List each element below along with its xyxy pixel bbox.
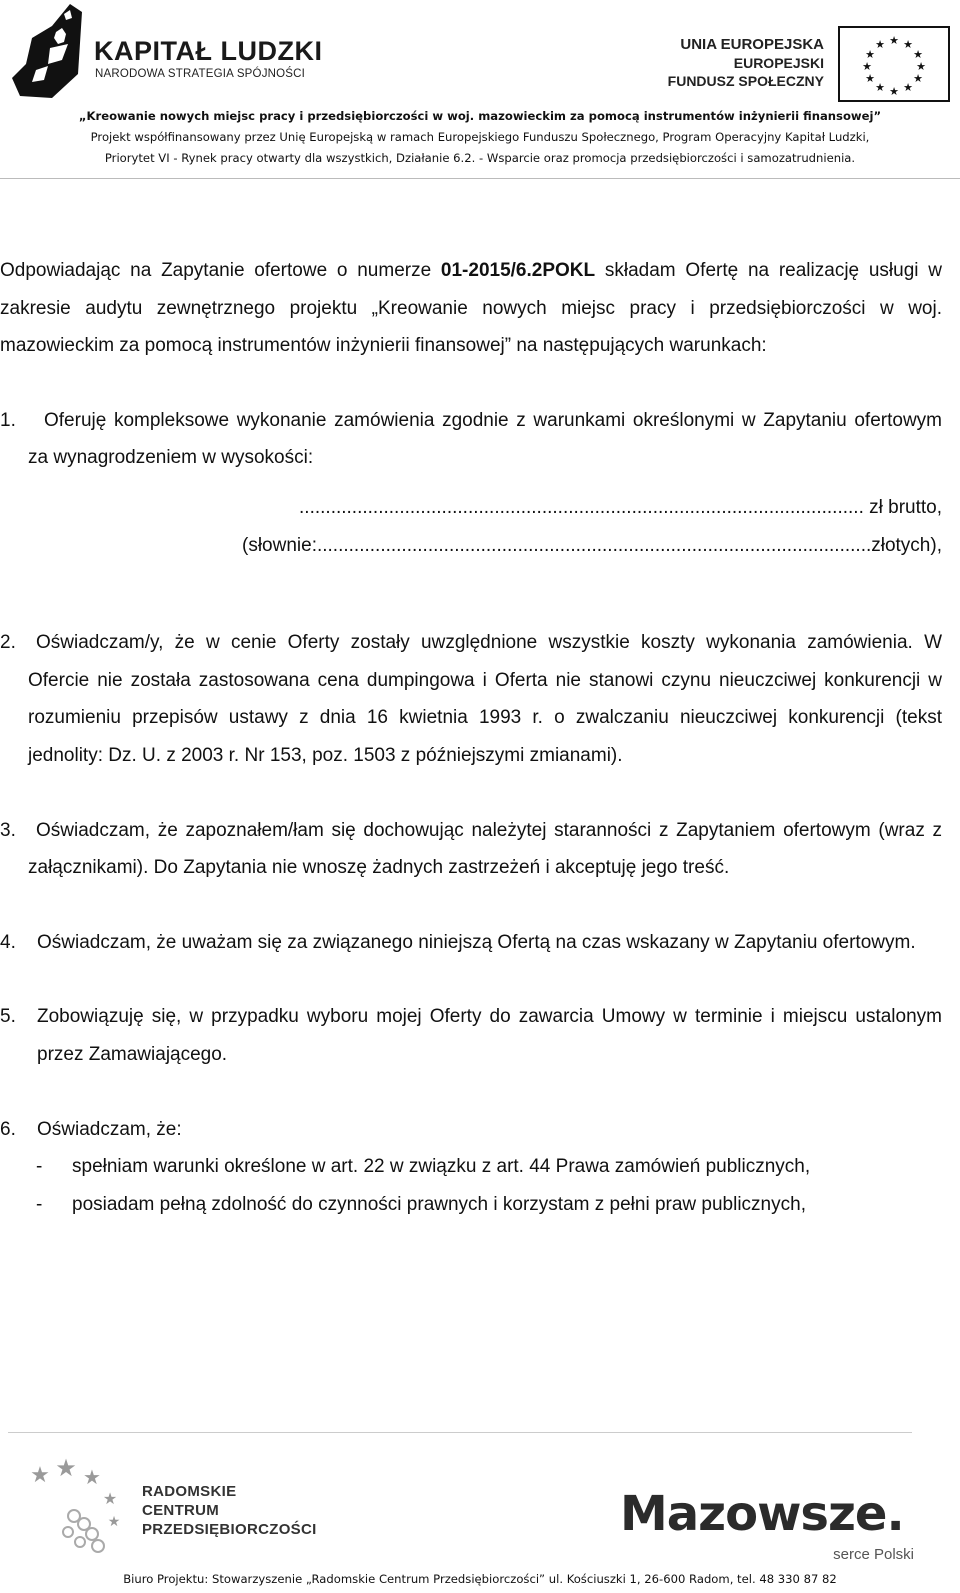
item-number: 2. [0,632,16,654]
declaration-text-1: spełniam warunki określone w art. 22 w związku z art. 44 Prawa zamówień publicznych, [72,1156,811,1178]
intro-paragraph [0,252,960,365]
rcp-logo-text [142,1482,317,1539]
kapital-ludzki-logo [12,4,323,100]
declaration-item-1 [0,1148,960,1186]
offer-item-2 [0,624,960,774]
offer-body [0,252,960,1223]
inquiry-number: 01-2015/6.2POKL [440,260,596,281]
item4-text: Oświadczam, że uważam się za związanego niniejszą Ofertą na czas wskazany w Zapytaniu ofertowym. [37,931,916,953]
project-priority: Priorytet VI - Rynek pracy otwarty dla wszystkich, Działanie 6.2. - Wsparcie oraz promocja przedsiębiorczości i samozatrudnienia. [104,151,856,165]
svg-text:★: ★ [875,81,885,94]
mazowsze-logo [620,1486,940,1566]
project-description [0,106,960,169]
offer-item-5 [0,998,960,1073]
svg-text:★: ★ [83,1465,101,1489]
svg-text:★: ★ [102,1489,118,1508]
svg-text:★: ★ [903,81,913,94]
rcp-line2: CENTRUM [142,1502,220,1519]
header-divider [0,178,960,179]
kapital-ludzki-subtitle: NARODOWA STRATEGIA SPÓJNOŚCI [95,68,306,80]
declaration-text-2: posiadam pełną zdolność do czynności prawnych i korzystam z pełni praw publicznych, [72,1193,806,1215]
eu-logo-line1: UNIA EUROPEJSKA [680,36,824,53]
svg-text:★: ★ [913,48,923,61]
mazowsze-tagline: serce Polski [833,1546,914,1563]
offer-item-4 [0,924,960,962]
svg-text:★: ★ [875,38,885,51]
price-words-field: (słownie:.........................................................................................................złotych), [242,534,942,556]
price-amount-field: ........................................................................................................... zł brutto, [299,496,942,518]
item-number: 6. [0,1118,16,1140]
project-title: „Kreowanie nowych miejsc pracy i przedsiębiorczości w woj. mazowieckim za pomocą instrumentów inżynierii finansowej” [78,109,882,123]
declaration-item-2 [0,1186,960,1224]
rcp-line1: RADOMSKIE [142,1483,237,1500]
document-header [0,0,960,180]
item6-text: Oświadczam, że: [37,1118,182,1140]
svg-text:★: ★ [30,1463,50,1488]
svg-text:★: ★ [916,60,926,73]
radomskie-centrum-logo [22,1452,322,1562]
offer-item-6 [0,1111,960,1149]
svg-text:★: ★ [862,60,872,73]
svg-text:★: ★ [889,85,899,98]
item-number: 4. [0,931,16,953]
svg-text:★: ★ [889,34,899,47]
eu-logo-line2: EUROPEJSKI [733,55,824,71]
eu-logo-text [668,36,824,90]
item1-text: Oferuję kompleksowe wykonanie zamówienia zgodnie z warunkami określonymi w Zapytaniu ofertowym za wynagrodzeniem w wysokości: [28,409,942,469]
dash-marker: - [36,1156,43,1178]
intro-text-a: Odpowiadając na Zapytanie ofertowe o numerze [0,260,441,281]
svg-text:★: ★ [55,1454,77,1482]
intro-text-b: składam Ofertę na realizację usługi w zakresie audytu zewnętrznego projektu „Kreowanie nowych miejsc pracy i przedsiębiorczości w woj. mazowieckim za pomocą instrumentów inżynierii finansowej” na następujących warunkach: [0,260,942,357]
item2-text: Oświadczam/y, że w cenie Oferty zostały uwzględnione wszystkie koszty wykonania zamówienia. W Ofercie nie została zastosowana cena dumpingowa i Oferta nie stanowi czynu nieuczciwej konkurencji w rozumieniu przepisów ustawy z dnia 16 kwietnia 1993 r. o zwalczaniu nieuczciwej konkurencji (tekst jednolity: Dz. U. z 2003 r. Nr 153, poz. 1503 z późniejszymi zmianami). [28,632,942,766]
rcp-line3: PRZEDSIĘBIORCZOŚCI [142,1521,317,1538]
kapital-ludzki-title: KAPITAŁ LUDZKI [94,36,323,66]
eu-logo [656,24,956,104]
offer-item-1 [0,402,960,477]
svg-text:★: ★ [865,48,875,61]
kapital-ludzki-emblem-icon [12,4,88,98]
eu-logo-line3: FUNDUSZ SPOŁECZNY [667,73,824,89]
eu-flag-icon [838,26,950,102]
project-office-address: Biuro Projektu: Stowarzyszenie „Radomskie Centrum Przedsiębiorczości” ul. Kościuszki 1, 26-600 Radom, tel. 48 330 87 82 [123,1572,837,1586]
item5-text: Zobowiązuję się, w przypadku wyboru mojej Oferty do zawarcia Umowy w terminie i miejscu ustalonym przez Zamawiającego. [37,1006,942,1065]
svg-text:★: ★ [913,72,923,85]
project-cofinancing: Projekt współfinansowany przez Unię Europejską w ramach Europejskiego Funduszu Społecznego, Program Operacyjny Kapitał Ludzki, [90,130,870,144]
item3-text: Oświadczam, że zapoznałem/łam się dochowując należytej staranności z Zapytaniem ofertowym (wraz z załącznikami). Do Zapytania nie wnoszę żadnych zastrzeżeń i akceptuję jego treść. [28,819,942,879]
item-number: 1. [0,409,16,431]
svg-text:★: ★ [107,1514,121,1530]
item-number: 3. [0,819,16,841]
svg-text:★: ★ [903,38,913,51]
footer-divider [8,1432,912,1433]
offer-item-3 [0,812,960,887]
dash-marker: - [36,1193,43,1215]
svg-text:★: ★ [865,72,875,85]
item-text [0,402,960,477]
rcp-stars-icon [22,1452,132,1560]
mazowsze-wordmark: Mazowsze. [620,1486,904,1542]
item-number: 5. [0,1006,16,1028]
